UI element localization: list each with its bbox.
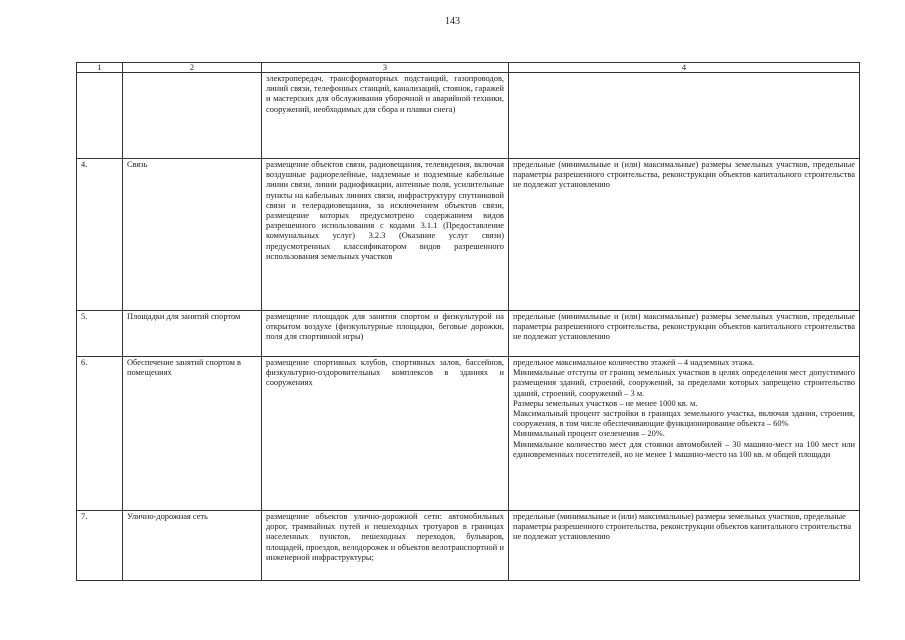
parameters-cell — [509, 311, 860, 357]
parameter-text: предельное максимальное количество этажей – 4 надземных этажа. — [513, 358, 755, 367]
row-number: 4. — [77, 159, 123, 311]
page-number: 143 — [445, 16, 460, 27]
parameter-text: предельные (минимальные и (или) максимальные) размеры земельных участков, предельные параметры разрешенного строительства, реконструкции объектов капитального строительства не подлежат установлению — [513, 160, 855, 190]
table-row — [77, 357, 860, 511]
use-description: размещение спортивных клубов, спортивных залов, бассейнов, физкультурно-оздоровительных комплексов в зданиях и сооружениях — [262, 357, 509, 511]
row-number: 5. — [77, 311, 123, 357]
row-number — [77, 73, 123, 159]
row-number: 6. — [77, 357, 123, 511]
use-name: Улично-дорожная сеть — [123, 511, 262, 581]
parameters-cell — [509, 511, 860, 581]
parameter-text: Максимальный процент застройки в границах земельного участка, включая здания, строения, сооружения, в том числе обеспечивающие функционирование объекта – 60% — [513, 409, 855, 429]
parameters-cell — [509, 73, 860, 159]
use-description: размещение объектов улично-дорожной сети: автомобильных дорог, трамвайных путей и пешеходных тротуаров в границах населенных пунктов, пешеходных переходов, бульваров, площадей, проездов, велодорожек и объектов велотранспортной и инженерной инфраструктуры; — [262, 511, 509, 581]
header-cell-1: 1 — [77, 63, 123, 73]
table-row — [77, 73, 860, 159]
zoning-table — [76, 62, 860, 581]
parameter-text: Минимальный процент озеленения – 20%. — [513, 429, 665, 439]
use-name: Обеспечение занятий спортом в помещениях — [123, 357, 262, 511]
parameter-text: Минимальное количество мест для стоянки автомобилей – 30 машино-мест на 100 мест или единовременных посетителей, но не менее 1 машино-место на 100 кв. м общей площади — [513, 439, 855, 459]
header-cell-3: 3 — [262, 63, 509, 73]
row-number: 7. — [77, 511, 123, 581]
use-description: электропередач, трансформаторных подстанций, газопроводов, линий связи, телефонных станций, канализаций, стоянок, гаражей и мастерских для обслуживания уборочной и аварийной техники, сооружений, необходимых для сбора и плавки снега) — [262, 73, 509, 159]
use-name: Площадки для занятий спортом — [123, 311, 262, 357]
header-cell-4: 4 — [509, 63, 860, 73]
parameters-cell — [509, 357, 860, 511]
parameter-text: предельные (минимальные и (или) максимальные) размеры земельных участков, предельные параметры разрешенного строительства, реконструкции объектов капитального строительства не подлежат установлению — [513, 512, 852, 542]
table-row — [77, 311, 860, 357]
table-row — [77, 511, 860, 581]
use-description: размещение площадок для занятия спортом и физкультурой на открытом воздухе (физкультурные площадки, беговые дорожки, поля для спортивной игры) — [262, 311, 509, 357]
parameter-text: Минимальные отступы от границ земельных участков в целях определения мест допустимого размещения зданий, строений, сооружений, за пределами которых запрещено строительство зданий, строений, сооружений – 3 м. — [513, 368, 855, 398]
use-name — [123, 73, 262, 159]
parameters-cell — [509, 159, 860, 311]
header-cell-2: 2 — [123, 63, 262, 73]
table-row — [77, 159, 860, 311]
header-row — [77, 63, 860, 73]
use-name: Связь — [123, 159, 262, 311]
parameter-text: предельные (минимальные и (или) максимальные) размеры земельных участков, предельные параметры разрешенного строительства, реконструкции объектов капитального строительства не подлежат установлению — [513, 312, 855, 342]
parameter-text: Размеры земельных участков – не менее 1000 кв. м. — [513, 398, 698, 408]
use-description: размещение объектов связи, радиовещания, телевидения, включая воздушные радиорелейные, надземные и подземные кабельные линии связи, линии радиофикации, антенные поля, усилительные пункты на кабельных линиях связи, инфраструктуру спутниковой связи и телерадиовещания, за исключением объектов связи, размещение которых предусмотрено содержанием видов разрешенного использования с кодами 3.1.1 (Предоставление коммунальных услуг) 3.2.3 (Оказание услуг связи) предусмотренных классификатором видов разрешенного использования земельных участков — [262, 159, 509, 311]
